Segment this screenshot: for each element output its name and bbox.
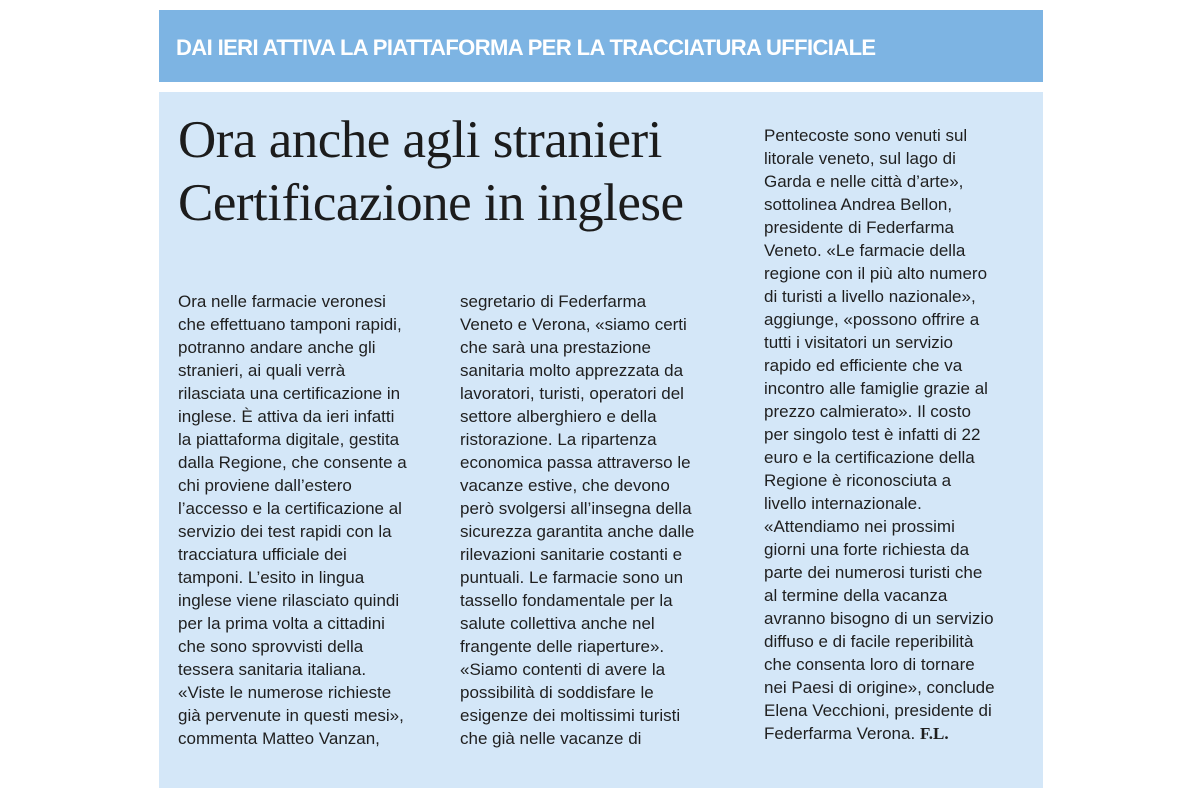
text-line: diffuso e di facile reperibilità <box>764 632 974 651</box>
text-line: salute collettiva anche nel <box>460 614 655 633</box>
text-line: servizio dei test rapidi con la <box>178 522 392 541</box>
text-line: che già nelle vacanze di <box>460 729 642 748</box>
text-line: economica passa attraverso le <box>460 453 691 472</box>
text-line: di turisti a livello nazionale», <box>764 287 976 306</box>
text-line: Veneto e Verona, «siamo certi <box>460 315 687 334</box>
text-line: rilevazioni sanitarie costanti e <box>460 545 683 564</box>
text-line: nei Paesi di origine», conclude <box>764 678 995 697</box>
text-line: puntuali. Le farmacie sono un <box>460 568 684 587</box>
headline-line-1: Ora anche agli stranieri <box>178 111 662 169</box>
text-line: però svolgersi all’insegna della <box>460 499 692 518</box>
closing-text: Federfarma Verona. <box>764 724 916 743</box>
text-line: litorale veneto, sul lago di <box>764 149 956 168</box>
text-line: ristorazione. La ripartenza <box>460 430 657 449</box>
text-line: tessera sanitaria italiana. <box>178 660 367 679</box>
article-column-1 <box>178 290 407 750</box>
text-line: che sono sprovvisti della <box>178 637 364 656</box>
headline-line-2: Certificazione in inglese <box>178 174 684 232</box>
text-line: «Siamo contenti di avere la <box>460 660 666 679</box>
text-line: parte dei numerosi turisti che <box>764 563 983 582</box>
text-line: già pervenute in questi mesi», <box>178 706 404 725</box>
text-line: lavoratori, turisti, operatori del <box>460 384 684 403</box>
text-line: tracciatura ufficiale dei <box>178 545 347 564</box>
text-line: possibilità di soddisfare le <box>460 683 654 702</box>
text-line: l’accesso e la certificazione al <box>178 499 402 518</box>
headline <box>178 109 778 235</box>
text-line: livello internazionale. <box>764 494 922 513</box>
article-column-3 <box>764 124 995 745</box>
text-line: la piattaforma digitale, gestita <box>178 430 400 449</box>
text-line: vacanze estive, che devono <box>460 476 670 495</box>
text-line: commenta Matteo Vanzan, <box>178 729 380 748</box>
text-line: sicurezza garantita anche dalle <box>460 522 695 541</box>
text-line: euro e la certificazione della <box>764 448 975 467</box>
text-line: Ora nelle farmacie veronesi <box>178 292 386 311</box>
text-line: Regione è riconosciuta a <box>764 471 952 490</box>
text-line: frangente delle riaperture». <box>460 637 665 656</box>
text-line: incontro alle famiglie grazie al <box>764 379 988 398</box>
text-line: sottolinea Andrea Bellon, <box>764 195 953 214</box>
text-line: che consenta loro di tornare <box>764 655 975 674</box>
text-line: che effettuano tamponi rapidi, <box>178 315 402 334</box>
text-line: Garda e nelle città d’arte», <box>764 172 964 191</box>
text-line: inglese. È attiva da ieri infatti <box>178 407 395 426</box>
text-line: tassello fondamentale per la <box>460 591 673 610</box>
text-line: sanitaria molto apprezzata da <box>460 361 684 380</box>
text-line: che sarà una prestazione <box>460 338 651 357</box>
text-line: Pentecoste sono venuti sul <box>764 126 968 145</box>
text-line: tutti i visitatori un servizio <box>764 333 953 352</box>
text-line: per la prima volta a cittadini <box>178 614 385 633</box>
kicker-text: DAI IERI ATTIVA LA PIATTAFORMA PER LA TRACCIATURA UFFICIALE <box>176 35 876 60</box>
text-line: regione con il più alto numero <box>764 264 988 283</box>
text-line: settore alberghiero e della <box>460 407 657 426</box>
text-line: giorni una forte richiesta da <box>764 540 970 559</box>
text-line: prezzo calmierato». Il costo <box>764 402 971 421</box>
text-line: avranno bisogno di un servizio <box>764 609 994 628</box>
text-line: inglese viene rilasciato quindi <box>178 591 400 610</box>
text-line: chi proviene dall’estero <box>178 476 352 495</box>
text-line: «Attendiamo nei prossimi <box>764 517 955 536</box>
text-line: stranieri, ai quali verrà <box>178 361 346 380</box>
text-line: presidente di Federfarma <box>764 218 954 237</box>
article-column-2 <box>460 290 694 750</box>
text-line: rapido ed efficiente che va <box>764 356 963 375</box>
text-line: rilasciata una certificazione in <box>178 384 401 403</box>
text-line: per singolo test è infatti di 22 <box>764 425 981 444</box>
text-line: esigenze dei moltissimi turisti <box>460 706 681 725</box>
text-line: «Viste le numerose richieste <box>178 683 392 702</box>
text-line: segretario di Federfarma <box>460 292 647 311</box>
text-line: al termine della vacanza <box>764 586 948 605</box>
text-line: tamponi. L’esito in lingua <box>178 568 365 587</box>
text-line: aggiunge, «possono offrire a <box>764 310 980 329</box>
text-line: potranno andare anche gli <box>178 338 376 357</box>
article-kicker-banner <box>159 10 1043 82</box>
author-signature: F.L. <box>919 724 949 743</box>
text-line: Elena Vecchioni, presidente di <box>764 701 992 720</box>
text-line: Veneto. «Le farmacie della <box>764 241 966 260</box>
text-line: dalla Regione, che consente a <box>178 453 407 472</box>
article-panel <box>159 92 1043 788</box>
text-line-final <box>764 722 995 745</box>
